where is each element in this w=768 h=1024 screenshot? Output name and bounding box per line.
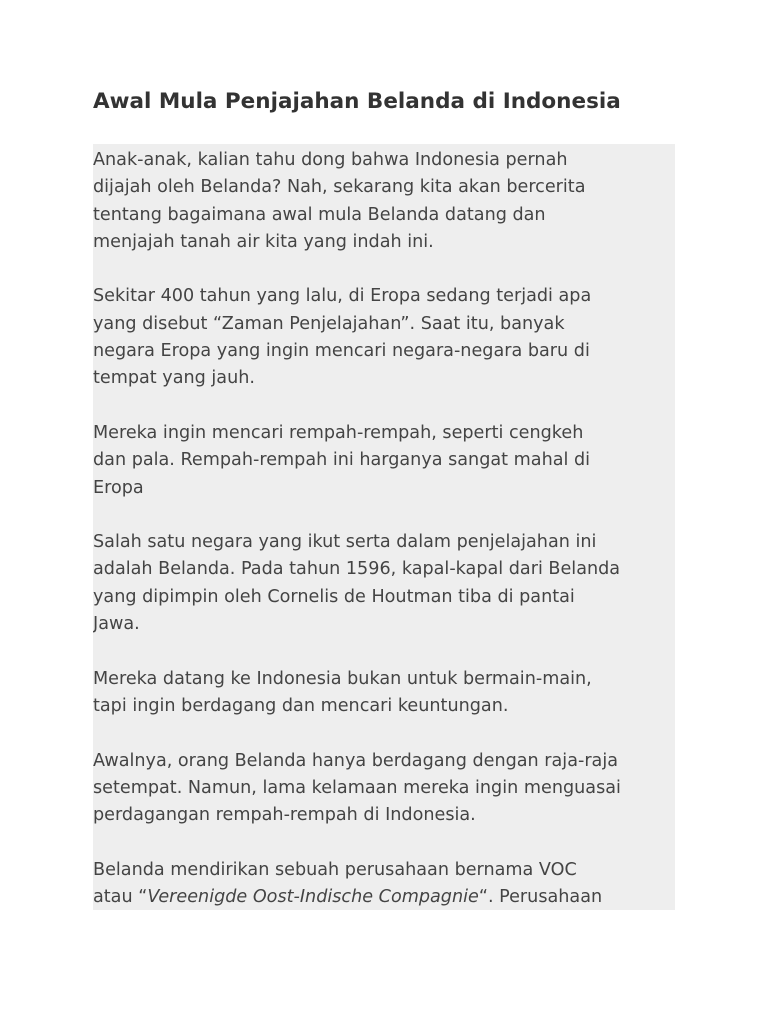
italic-company-name: Vereenigde Oost-Indische Compagnie — [147, 887, 479, 908]
paragraph-5 — [93, 666, 675, 721]
text-line: tapi ingin berdagang dan mencari keuntungan. — [93, 695, 509, 716]
text-line: yang disebut “Zaman Penjelajahan”. Saat itu, banyak — [93, 313, 565, 334]
text-line: dan pala. Rempah-rempah ini harganya sangat mahal di — [93, 450, 591, 471]
text-line: Sekitar 400 tahun yang lalu, di Eropa sedang terjadi apa — [93, 286, 592, 307]
article-title: Awal Mula Penjajahan Belanda di Indonesia — [93, 89, 621, 114]
text-line: Awalnya, orang Belanda hanya berdagang dengan raja-raja — [93, 750, 619, 771]
text-line: negara Eropa yang ingin mencari negara-negara baru di — [93, 341, 590, 362]
text-line: setempat. Namun, lama kelamaan mereka ingin menguasai — [93, 777, 621, 798]
paragraph-7 — [93, 857, 675, 910]
paragraph-2 — [93, 283, 675, 392]
text-line: Belanda mendirikan sebuah perusahaan bernama VOC — [93, 859, 577, 880]
text-line: Mereka datang ke Indonesia bukan untuk bermain-main, — [93, 668, 592, 689]
text-segment: atau “ — [93, 887, 148, 908]
text-line: Anak-anak, kalian tahu dong bahwa Indonesia pernah — [93, 150, 568, 170]
text-line: tempat yang jauh. — [93, 368, 255, 389]
paragraph-1 — [93, 144, 675, 256]
text-line: Jawa. — [93, 614, 140, 635]
text-line: Salah satu negara yang ikut serta dalam penjelajahan ini — [93, 532, 597, 553]
text-line: dijajah oleh Belanda? Nah, sekarang kita akan bercerita — [93, 177, 586, 198]
text-line: yang dipimpin oleh Cornelis de Houtman tiba di pantai — [93, 586, 575, 607]
text-line: menjajah tanah air kita yang indah ini. — [93, 231, 434, 252]
paragraph-4 — [93, 529, 675, 638]
text-line: Mereka ingin mencari rempah-rempah, seperti cengkeh — [93, 422, 584, 443]
text-line: adalah Belanda. Pada tahun 1596, kapal-kapal dari Belanda — [93, 559, 621, 580]
text-line: tentang bagaimana awal mula Belanda datang dan — [93, 204, 546, 225]
article-body — [93, 144, 675, 910]
text-line: Eropa — [93, 477, 144, 498]
text-segment: “. Perusahaan — [478, 887, 603, 908]
text-line: perdagangan rempah-rempah di Indonesia. — [93, 805, 476, 826]
text-line-mixed — [93, 884, 675, 910]
paragraph-3 — [93, 420, 675, 502]
paragraph-6 — [93, 748, 675, 830]
